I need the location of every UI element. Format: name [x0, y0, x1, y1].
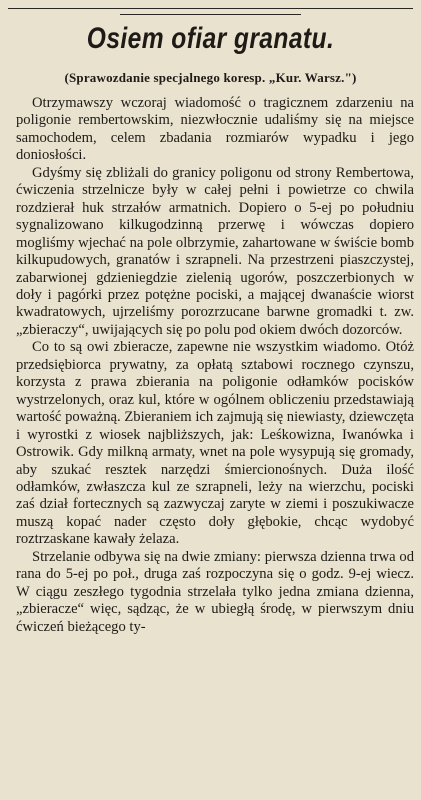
article-subtitle: (Sprawozdanie specjalnego koresp. „Kur. Warsz.") [64, 70, 357, 85]
paragraph: Co to są owi zbieracze, zapewne nie wszystkim wiadomo. Otóż przedsiębiorca prywatny, za opłatą sztabowi rocznego czynszu, korzysta z prawa zbierania na poligonie odłamków pocisków wystrzelonych, oraz kul, które w ogólnem obliczeniu przedstawiają wartość poważną. Zbieraniem ich zajmują się niewiasty, dziewczęta i wyrostki z wiosek najbliższych, jak: Leśkowizna, Iwanówka i Ostrowik. Gdy milkną armaty, wnet na pole wysypują się gromady, aby szukać resztek narzędzi śmiercionośnych. Duża ilość odłamków, zwłaszcza kul ze szrapneli, leży na wierzchu, pociski zaś dział fortecznych są zazwyczaj zaryte w ziemi i poszukiwacze muszą kopać nader często doły głębokie, chcąc wydobyć roztrzaskane kawały żelaza. [16, 339, 414, 548]
paragraph: Otrzymawszy wczoraj wiadomość o tragicznem zdarzeniu na poligonie rembertowskim, niezwłocznie udaliśmy się na miejsce samochodem, celem zbadania rozmiarów wypadku i jego doniosłości. [16, 95, 414, 164]
article-title: Osiem ofiar granatu. [86, 22, 335, 55]
paragraph: Gdyśmy się zbliżali do granicy poligonu od strony Rembertowa, ćwiczenia strzelnicze były w całej pełni i powietrze co chwila rozdzierał huk strzałów armatnich. Dopiero o 5-ej po południu sygnalizowano kilkugodzinną przerwę i wówczas dopiero mogliśmy wjechać na pole olbrzymie, zahartowane w świście bomb kilkupudowych, granatów i szrapneli. Na przestrzeni piaszczystej, zabarwionej gdzieniegdzie zielenią ugorów, poszczerbionych w doły i pagórki przez potężne pociski, a mającej dwanaście wiorst kwadratowych, ujrzeliśmy porozrzucane barwne gromadki t. zw. „zbieraczy“, uwijających się po polu pod okiem dwóch dozorców. [16, 164, 414, 338]
paragraph: Strzelanie odbywa się na dwie zmiany: pierwsza dzienna trwa od rana do 5-ej po poł., druga zaś rozpoczyna się o godz. 9-ej wiecz. W ciągu zeszłego tygodnia strzelała tylko jedna zmiana dzienna, „zbieracze“ więc, sądząc, że w ubiegłą środę, w pierwszym dniu ćwiczeń bieżącego ty- [16, 548, 414, 635]
article-body [16, 95, 414, 636]
top-rule [8, 8, 413, 9]
title-rule [120, 14, 301, 15]
